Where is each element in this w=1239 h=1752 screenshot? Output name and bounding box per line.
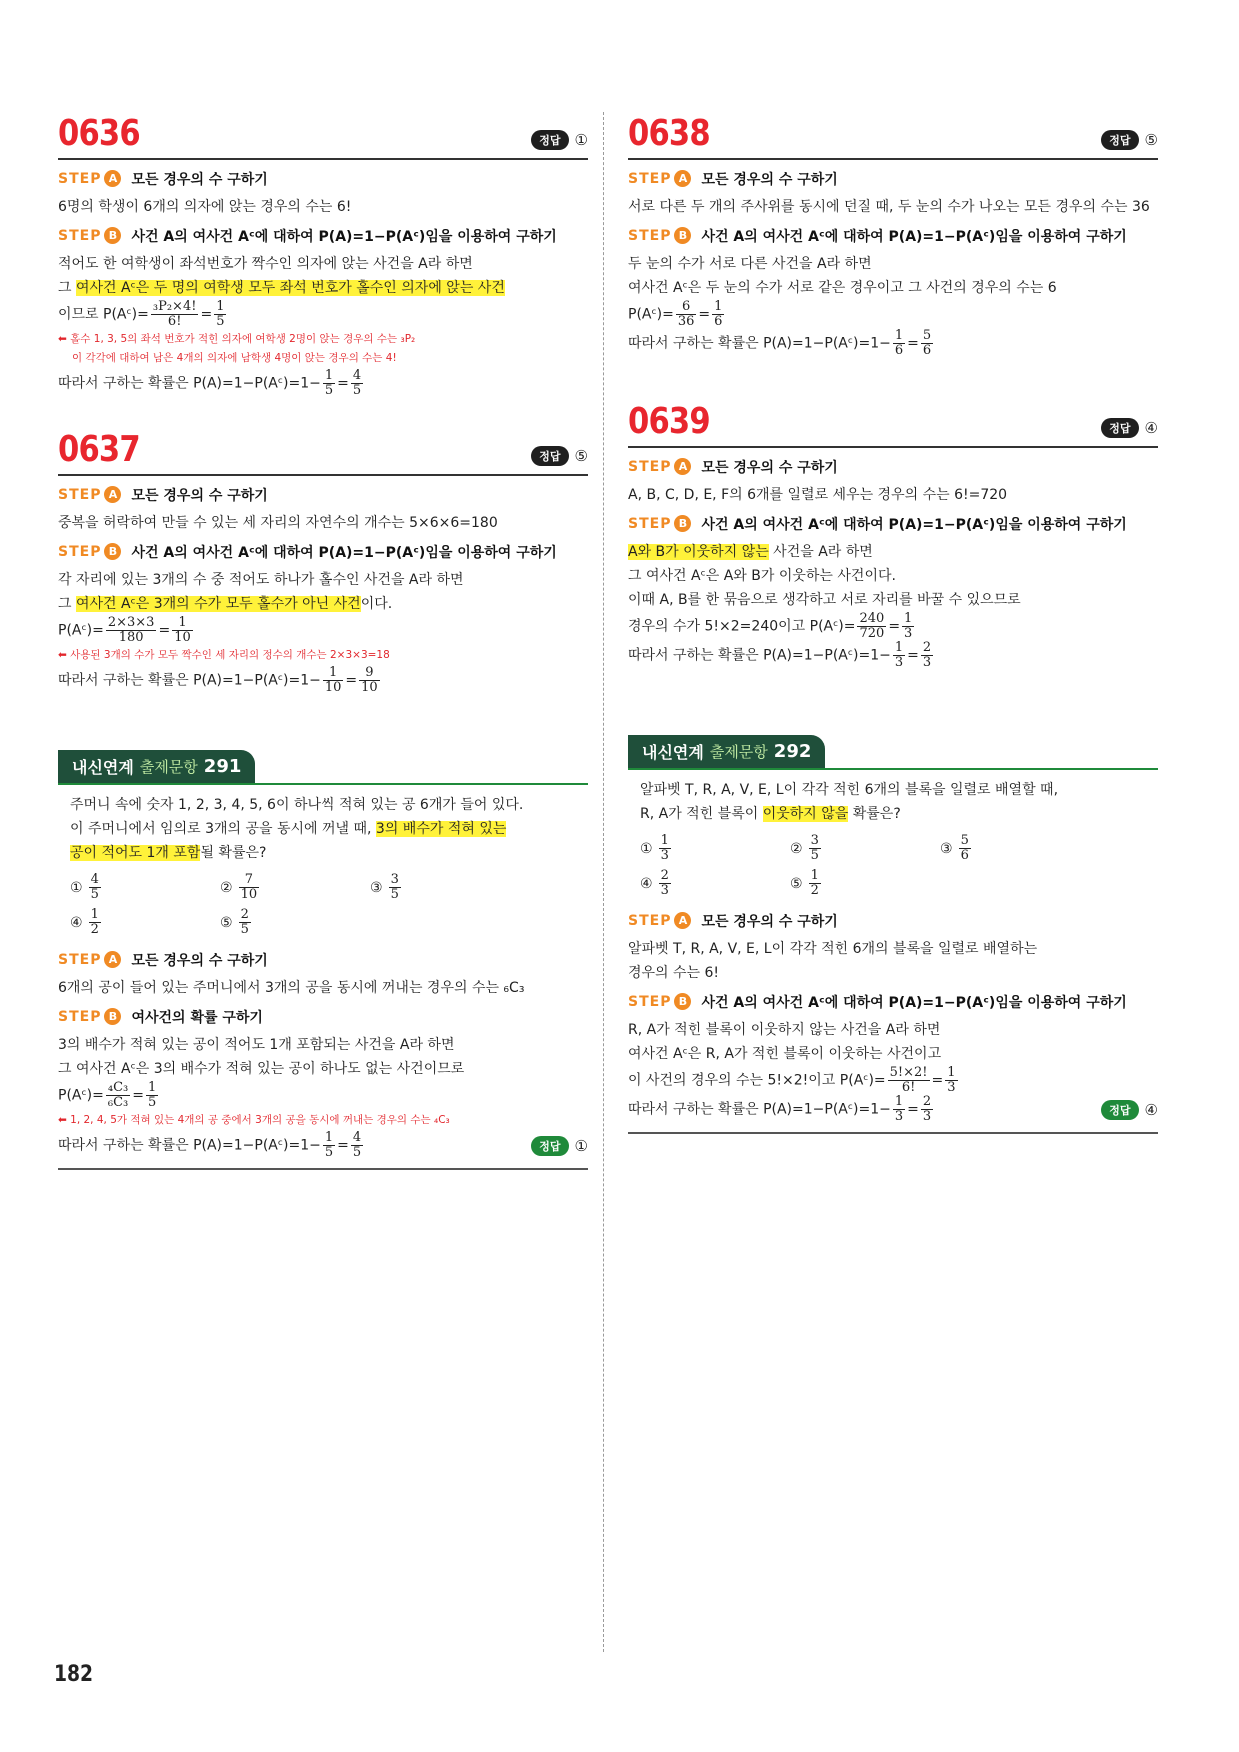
problem-header [628,110,1158,160]
answer-value: ⑤ [574,447,588,465]
box-header [628,730,1158,770]
step-a: STEP A 모든 경우의 수 구하기 [628,912,838,930]
step-b-title: 사건 A의 여사건 Aᶜ에 대하여 P(A)=1−P(Aᶜ)임을 이용하여 구하기 [131,545,557,561]
solution-line: 이므로 P(Aᶜ)= $\frac{\text{₃P₂×4!}}{6!}$ = $\frac{1}{5}$ [58,299,225,329]
solution-line: 적어도 한 여학생이 좌석번호가 짝수인 의자에 앉는 사건을 A라 하면 [58,256,473,272]
step-a: STEP A 모든 경우의 수 구하기 [628,170,838,188]
choice-5: ⑤ $\frac{2}{5}$ [220,907,249,937]
fraction: $\frac{\text{₃P₂×4!}}{6!}$ [152,299,197,329]
choices [70,873,578,937]
answer-indicator: 정답 ⑤ [1101,130,1158,150]
problem-0637 [58,426,588,695]
problem-0638: 0638 정답 ⑤ STEP A 모든 경우의 수 구하기 서로 다른 두 개의 주사위를 동시에 던질 때, 두 눈의 수가 나오는 모든 경우의 수는 36 STEP B 사건 A의 여사건 Aᶜ에 대하여 P(A)=1−P(Aᶜ)임을 이용하여 구하기 두 눈의 수가 서로 다른 사건을 A라 하면 여사건 Aᶜ은 두 눈의 수가 서로 같은 경우이고 그 사건의 경우의 수는 6 P(Aᶜ)= $\frac{6}{36}$ = $\frac{1}{6}$ 따라서 구하는 확률은 P(A)=1−P(Aᶜ)=1− $\frac{1}{6}$ = $\frac{5}{6}$ [628,110,1158,358]
problem-number: 0636 [58,113,140,154]
solution-line: P(Aᶜ)= $\frac{2\times 3\times 3}{180}$ = $\frac{1}{10}$ [58,615,191,645]
solution-line: 그 여사건 Aᶜ은 3개의 수가 모두 홀수가 아닌 사건이다. [58,596,393,612]
box-question: 알파벳 T, R, A, V, E, L이 각각 적힌 6개의 블록을 일렬로 배열할 때, R, A가 적힌 블록이 이웃하지 않을 확률은? ① $\frac{1}{3}$ ② $\frac{3}{5}$ ③ $\frac{5}{6}$ ④ $\frac{2}{3}$ ⑤ $\frac{1}{2}$ [628,770,1158,904]
step-a-title: 모든 경우의 수 구하기 [131,488,268,504]
answer-indicator: 정답 ① [531,1136,588,1156]
solution-line: 각 자리에 있는 3개의 수 중 적어도 하나가 홀수인 사건을 A라 하면 [58,572,464,588]
final-answer-line: 따라서 구하는 확률은 P(A)=1−P(Aᶜ)=1− $\frac{1}{5}$ = $\frac{4}{5}$ [58,1130,362,1160]
step-b-title: 사건 A의 여사건 Aᶜ에 대하여 P(A)=1−P(Aᶜ)임을 이용하여 구하기 [131,229,557,245]
step-a: STEP A 모든 경우의 수 구하기 [58,951,268,969]
answer-indicator: 정답 ④ [1101,1100,1158,1120]
note: ⬅ 홀수 1, 3, 5의 좌석 번호가 적힌 의자에 여학생 2명이 앉는 경우의 수는 ₃P₂ [58,333,416,345]
right-column [628,110,1158,1134]
fraction: $\frac{1}{5}$ [216,299,225,329]
choice-2: ② $\frac{7}{10}$ [220,872,258,902]
box-end-rule [628,1132,1158,1134]
choice-4: ④ $\frac{2}{3}$ [640,868,669,898]
final-answer-line: 따라서 구하는 확률은 P(A)=1−P(Aᶜ)=1− $\frac{1}{3}$ = $\frac{2}{3}$ [628,640,932,670]
note: 이 각각에 대하여 남은 4개의 의자에 남학생 4명이 앉는 경우의 수는 4! [72,352,397,364]
step-a-text: 중복을 허락하여 만들 수 있는 세 자리의 자연수의 개수는 5×6×6=180 [58,515,498,531]
problem-0639: 0639 정답 ④ STEP A 모든 경우의 수 구하기 A, B, C, D, E, F의 6개를 일렬로 세우는 경우의 수는 6!=720 STEP B 사건 A의 여사건 Aᶜ에 대하여 P(A)=1−P(Aᶜ)임을 이용하여 구하기 A와 B가 이웃하지 않는 사건을 A라 하면 그 여사건 Aᶜ은 A와 B가 이웃하는 사건이다. 이때 A, B를 한 묶음으로 생각하고 서로 자리를 바꿀 수 있으므로 경우의 수가 5!×2=240이고 P(Aᶜ)= $\frac{240}{720}$ = $\frac{1}{3}$ 따라서 구하는 확률은 P(A)=1−P(Aᶜ)=1− $\frac{1}{3}$ = $\frac{2}{3}$ [628,398,1158,670]
problem-number: 0638 [628,113,710,154]
linked-problem-292: 내신연계 출제문항 292 알파벳 T, R, A, V, E, L이 각각 적힌 6개의 블록을 일렬로 배열할 때, R, A가 적힌 블록이 이웃하지 않을 확률은? ① $\frac{1}{3}$ ② $\frac{3}{5}$ ③ $\frac{5}{6}$ ④ $\frac{2}{3}$ ⑤ $\frac{1}{2}$ STEP A 모든 경우의 수 구하기 알파벳 T, R, A, V, E, L이 각각 적힌 6개의 블록을 일렬로 배열하는 경우의 수는 6! STEP B 사건 A의 여사건 Aᶜ에 대하여 P(A)=1−P(Aᶜ)임을 이용하여 구하기 R, A가 적힌 블록이 이웃하지 않는 사건을 A라 하면 여사건 Aᶜ은 R, A가 적힌 블록이 이웃하는 사건이고 이 사건의 경우의 수는 5!×2!이고 P(Aᶜ)= $\frac{5!\times 2!}{6!}$ = $\frac{1}{3}$ 따라서 구하는 확률은 P(A)=1−P(Aᶜ)=1− $\frac{1}{3}$ = $\frac{2}{3}$ 정답 ④ [628,730,1158,1134]
step-b [58,227,588,248]
page-number: 182 [54,1662,94,1687]
answer-badge: 정답 [531,446,568,466]
step-a-label: STEP A [58,170,121,187]
step-a-title: 모든 경우의 수 구하기 [131,172,268,188]
answer-value: ① [574,131,588,149]
choice-3: ③ $\frac{5}{6}$ [940,833,969,863]
solution-line: 그 여사건 Aᶜ은 두 명의 여학생 모두 좌석 번호가 홀수인 의자에 앉는 사건 [58,280,505,296]
final-answer-line: 따라서 구하는 확률은 P(A)=1−P(Aᶜ)=1− $\frac{1}{6}$ = $\frac{5}{6}$ [628,328,932,358]
answer-indicator: 정답 ④ [1101,418,1158,438]
step-b: STEP B 사건 A의 여사건 Aᶜ에 대하여 P(A)=1−P(Aᶜ)임을 이용하여 구하기 [628,515,1127,533]
step-a: STEP A 모든 경우의 수 구하기 [58,486,588,507]
step-b: STEP B 사건 A의 여사건 Aᶜ에 대하여 P(A)=1−P(Aᶜ)임을 이용하여 구하기 [628,993,1127,1011]
left-column [58,110,588,1170]
step-a [58,170,588,191]
final-answer-line: 따라서 구하는 확률은 P(A)=1−P(Aᶜ)=1− $\frac{1}{5}$ = $\frac{4}{5}$ [58,368,362,398]
box-tab: 내신연계 출제문항 292 [628,735,825,768]
problem-header [58,426,588,476]
choice-4: ④ $\frac{1}{2}$ [70,907,99,937]
step-a-text: 6명의 학생이 6개의 의자에 앉는 경우의 수는 6! [58,199,352,215]
answer-badge: 정답 [531,130,568,150]
answer-indicator [531,446,588,466]
problem-header [58,110,588,160]
step-a: STEP A 모든 경우의 수 구하기 [628,458,838,476]
note: ⬅ 사용된 3개의 수가 모두 짝수인 세 자리의 정수의 개수는 2×3×3=18 [58,649,390,661]
box-tab: 내신연계 출제문항 291 [58,750,255,783]
choice-3: ③ $\frac{3}{5}$ [370,872,399,902]
step-b: STEP B 사건 A의 여사건 Aᶜ에 대하여 P(A)=1−P(Aᶜ)임을 이용하여 구하기 [628,227,1127,245]
problem-number: 0639 [628,401,710,442]
choices [640,834,1148,898]
problem-0636 [58,110,588,398]
box-question: 주머니 속에 숫자 1, 2, 3, 4, 5, 6이 하나씩 적혀 있는 공 6개가 들어 있다. 이 주머니에서 임의로 3개의 공을 동시에 꺼낼 때, 3의 배수가 적혀 있는 공이 적어도 1개 포함될 확률은? ① $\frac{4}{5}$ ② $\frac{7}{10}$ ③ $\frac{3}{5}$ ④ $\frac{1}{2}$ ⑤ $\frac{2}{5}$ [58,785,588,943]
highlight: 여사건 Aᶜ은 3개의 수가 모두 홀수가 아닌 사건 [75,596,361,612]
problem-number: 0637 [58,429,140,470]
linked-problem-291: 내신연계 출제문항 291 주머니 속에 숫자 1, 2, 3, 4, 5, 6이 하나씩 적혀 있는 공 6개가 들어 있다. 이 주머니에서 임의로 3개의 공을 동시에 꺼낼 때, 3의 배수가 적혀 있는 공이 적어도 1개 포함될 확률은? ① $\frac{4}{5}$ ② $\frac{7}{10}$ ③ $\frac{3}{5}$ ④ $\frac{1}{2}$ ⑤ $\frac{2}{5}$ STEP A 모든 경우의 수 구하기 6개의 공이 들어 있는 주머니에서 3개의 공을 동시에 꺼내는 경우의 수는 ₆C₃ STEP B 여사건의 확률 구하기 3의 배수가 적혀 있는 공이 적어도 1개 포함되는 사건을 A라 하면 그 여사건 Aᶜ은 3의 배수가 적혀 있는 공이 하나도 없는 사건이므로 P(Aᶜ)= $\frac{\text{₄C₃}}{\text{₆C₃}}$ = $\frac{1}{5}$ ⬅ 1, 2, 4, 5가 적혀 있는 4개의 공 중에서 3개의 공을 동시에 꺼내는 경우의 수는 ₄C₃ 따라서 구하는 확률은 P(A)=1−P(Aᶜ)=1− $\frac{1}{5}$ = $\frac{4}{5}$ 정답 ① [58,745,588,1170]
box-header [58,745,588,785]
column-divider [603,112,604,1652]
choice-2: ② $\frac{3}{5}$ [790,833,819,863]
note: ⬅ 1, 2, 4, 5가 적혀 있는 4개의 공 중에서 3개의 공을 동시에 꺼내는 경우의 수는 ₄C₃ [58,1114,450,1126]
answer-indicator [531,130,588,150]
step-b: STEP B 사건 A의 여사건 Aᶜ에 대하여 P(A)=1−P(Aᶜ)임을 이용하여 구하기 [58,543,588,564]
final-answer-line: 따라서 구하는 확률은 P(A)=1−P(Aᶜ)=1− $\frac{1}{10}$ = $\frac{9}{10}$ [58,665,378,695]
step-b-label: STEP B [58,227,121,244]
problem-header [628,398,1158,448]
choice-5: ⑤ $\frac{1}{2}$ [790,868,819,898]
step-b: STEP B 여사건의 확률 구하기 [58,1008,263,1026]
highlight: 여사건 Aᶜ은 두 명의 여학생 모두 좌석 번호가 홀수인 의자에 앉는 사건 [75,280,505,296]
box-end-rule [58,1168,588,1170]
choice-1: ① $\frac{4}{5}$ [70,872,99,902]
choice-1: ① $\frac{1}{3}$ [640,833,669,863]
final-answer-line: 따라서 구하는 확률은 P(A)=1−P(Aᶜ)=1− $\frac{1}{3}$ = $\frac{2}{3}$ [628,1094,932,1124]
